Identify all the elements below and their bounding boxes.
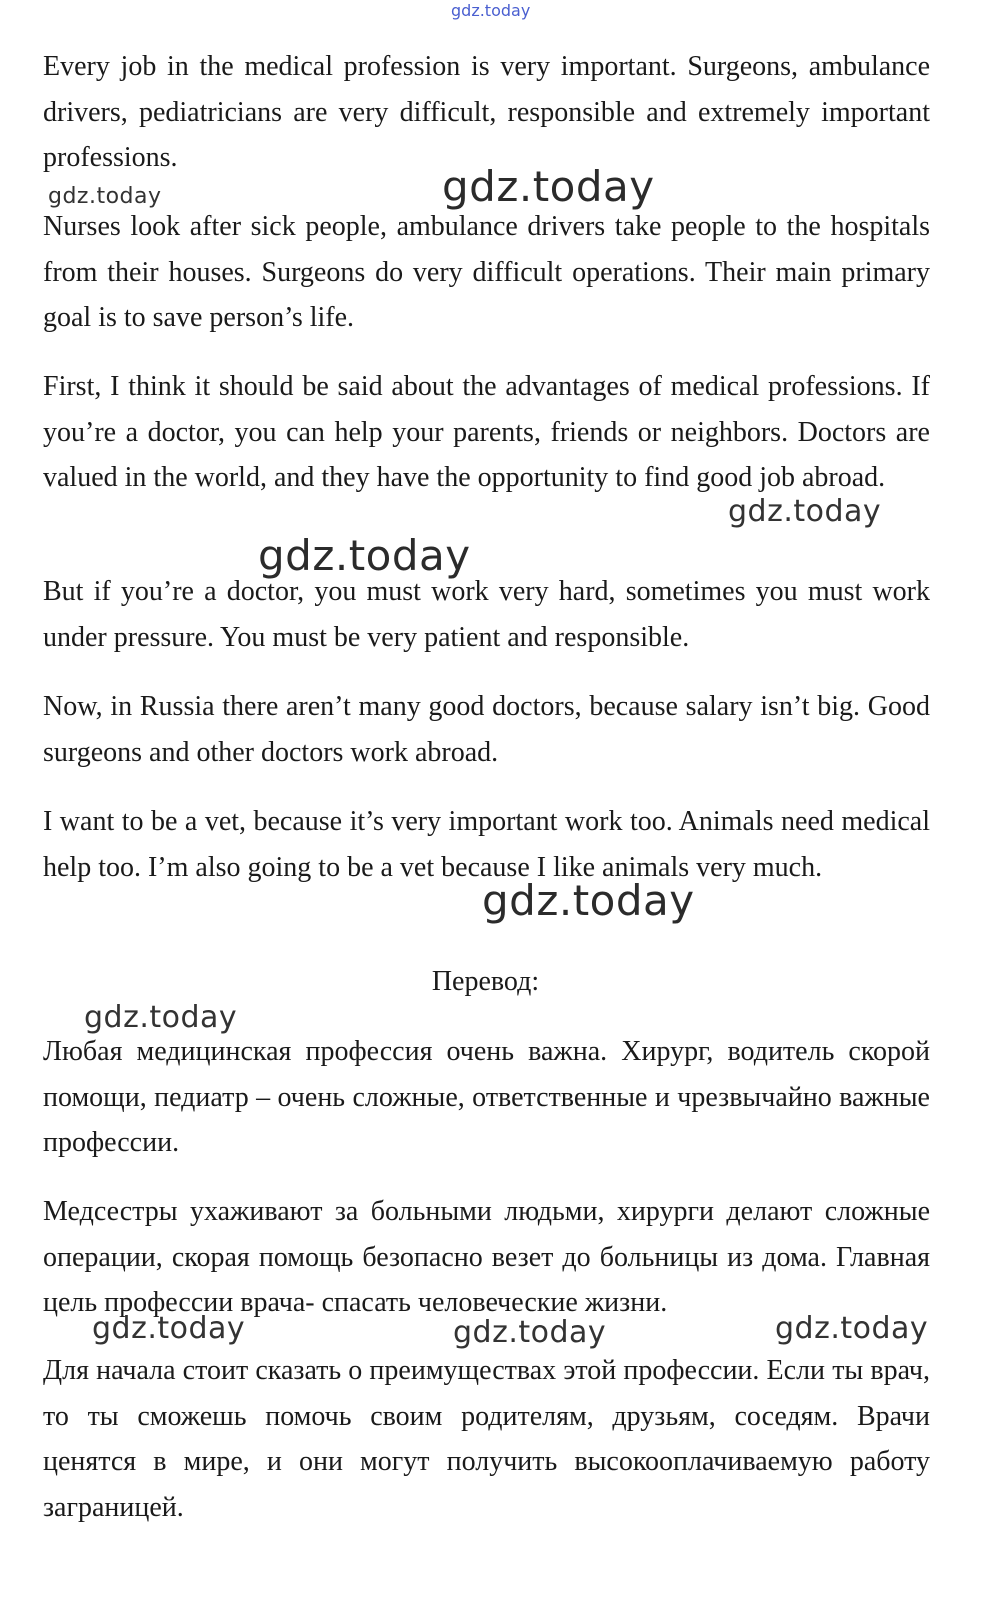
watermark-5: gdz.today <box>482 876 695 925</box>
watermark-8: gdz.today <box>453 1315 607 1350</box>
watermark-9: gdz.today <box>775 1311 929 1346</box>
paragraph-3: First, I think it should be said about the advantages of medical professions. If you’re a doctor, you can help your parents, friends or neighbors. Doctors are valued in the world, and they have the opportunity to find good job abroad. <box>43 371 930 493</box>
watermark-2: gdz.today <box>442 162 655 211</box>
translation-paragraph-2: Медсестры ухаживают за больными людьми, хирурги делают сложные операции, скорая помощь безопасно везет до больницы из дома. Главная цель профессии врача- спасать человеческие жизни. <box>43 1196 930 1318</box>
paragraph-4: But if you’re a doctor, you must work very hard, sometimes you must work under pressure. You must be very patient and responsible. <box>43 576 930 653</box>
translation-paragraph-3: Для начала стоит сказать о преимуществах этой профессии. Если ты врач, то ты сможешь помочь своим родителям, друзьям, соседям. Врачи ценятся в мире, и они могут получить высокооплачиваемую работу заграницей. <box>43 1355 930 1523</box>
watermark-7: gdz.today <box>92 1311 246 1346</box>
paragraph-1: Every job in the medical profession is very important. Surgeons, ambulance drivers, pediatricians are very difficult, responsible and extremely important professions. <box>43 51 930 173</box>
watermark-4: gdz.today <box>258 531 471 580</box>
translation-paragraph-1: Любая медицинская профессия очень важна. Хирург, водитель скорой помощи, педиатр – очень сложные, ответственные и чрезвычайно важные профессии. <box>43 1036 930 1158</box>
paragraph-5: Now, in Russia there aren’t many good doctors, because salary isn’t big. Good surgeons and other doctors work abroad. <box>43 691 930 768</box>
watermark-1: gdz.today <box>48 184 162 209</box>
watermark-6: gdz.today <box>84 1000 238 1035</box>
watermark-top: gdz.today <box>451 1 531 20</box>
paragraph-6: I want to be a vet, because it’s very important work too. Animals need medical help too. I’m also going to be a vet because I like animals very much. <box>43 806 930 883</box>
translation-heading: Перевод: <box>431 966 540 997</box>
paragraph-2: Nurses look after sick people, ambulance drivers take people to the hospitals from their houses. Surgeons do very difficult operations. Their main primary goal is to save person’s life. <box>43 211 930 333</box>
watermark-3: gdz.today <box>728 494 882 529</box>
